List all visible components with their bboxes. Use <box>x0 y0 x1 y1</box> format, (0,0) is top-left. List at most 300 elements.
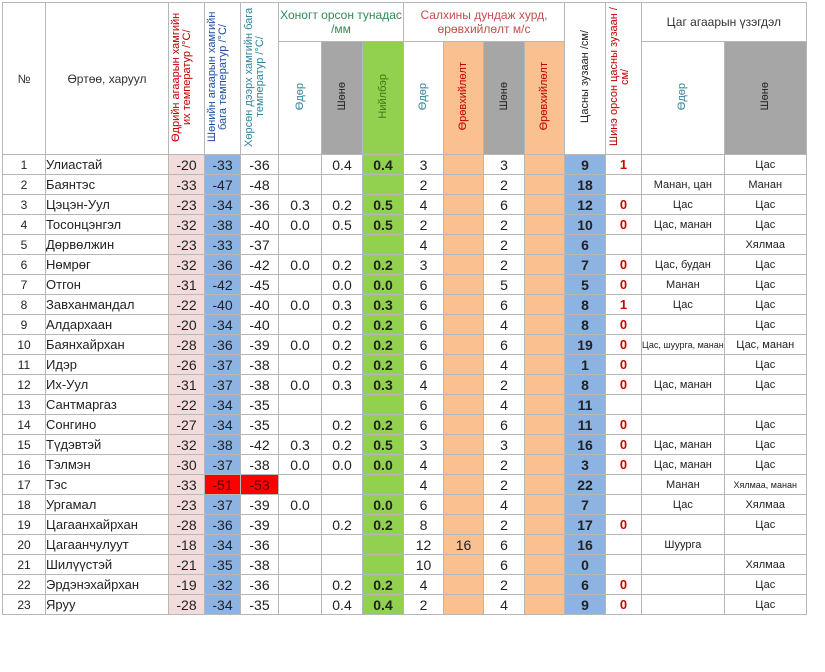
cell-precip-total <box>363 555 404 575</box>
cell-precip-night: 0.2 <box>322 415 363 435</box>
cell-wind-night: 2 <box>484 235 525 255</box>
cell-precip-day: 0.0 <box>279 255 322 275</box>
cell-no: 19 <box>3 515 46 535</box>
table-row <box>3 275 807 295</box>
cell-wind-day-gust <box>444 315 484 335</box>
cell-min-night-temp: -38 <box>205 215 241 235</box>
cell-snow-depth: 3 <box>565 455 606 475</box>
cell-wind-night: 6 <box>484 415 525 435</box>
cell-wind-night: 2 <box>484 575 525 595</box>
cell-precip-night <box>322 495 363 515</box>
cell-min-ground-temp: -36 <box>241 535 279 555</box>
cell-wind-night-gust <box>525 375 565 395</box>
header-station: Өртөө, харуул <box>46 3 169 155</box>
cell-min-night-temp: -37 <box>205 355 241 375</box>
cell-precip-day <box>279 515 322 535</box>
cell-wind-day: 3 <box>404 155 444 175</box>
cell-wind-night-gust <box>525 535 565 555</box>
cell-wind-night: 4 <box>484 395 525 415</box>
cell-station: Тэлмэн <box>46 455 169 475</box>
cell-min-ground-temp: -38 <box>241 555 279 575</box>
cell-snow-depth: 10 <box>565 215 606 235</box>
table-row <box>3 375 807 395</box>
cell-weather-night <box>724 535 806 555</box>
table-row <box>3 515 807 535</box>
cell-new-snow <box>606 475 642 495</box>
cell-wind-day: 6 <box>404 315 444 335</box>
cell-weather-day: Цас <box>642 495 725 515</box>
table-header <box>3 3 807 155</box>
cell-wind-night: 4 <box>484 355 525 375</box>
table-row <box>3 155 807 175</box>
cell-min-night-temp: -36 <box>205 515 241 535</box>
cell-precip-day <box>279 535 322 555</box>
cell-station: Баянхайрхан <box>46 335 169 355</box>
header-wind-night-gust: Өрөвхийлөлт <box>525 42 565 155</box>
cell-precip-total: 0.2 <box>363 355 404 375</box>
cell-min-ground-temp: -40 <box>241 295 279 315</box>
cell-precip-total: 0.0 <box>363 275 404 295</box>
cell-snow-depth: 11 <box>565 415 606 435</box>
cell-station: Сонгино <box>46 415 169 435</box>
cell-precip-day <box>279 575 322 595</box>
cell-precip-night: 0.2 <box>322 575 363 595</box>
table-row <box>3 435 807 455</box>
cell-weather-night: Хялмаа, манан <box>724 475 806 495</box>
cell-snow-depth: 22 <box>565 475 606 495</box>
cell-precip-total: 0.4 <box>363 595 404 615</box>
cell-precip-night: 0.2 <box>322 195 363 215</box>
cell-precip-total: 0.3 <box>363 295 404 315</box>
cell-station: Баянтэс <box>46 175 169 195</box>
cell-snow-depth: 9 <box>565 595 606 615</box>
cell-precip-total: 0.4 <box>363 155 404 175</box>
cell-no: 5 <box>3 235 46 255</box>
cell-no: 6 <box>3 255 46 275</box>
cell-weather-day <box>642 515 725 535</box>
cell-precip-total <box>363 395 404 415</box>
cell-precip-total <box>363 475 404 495</box>
cell-wind-day: 3 <box>404 435 444 455</box>
cell-precip-night <box>322 235 363 255</box>
cell-wind-day-gust <box>444 295 484 315</box>
cell-wind-night: 6 <box>484 555 525 575</box>
cell-wind-night: 2 <box>484 475 525 495</box>
cell-precip-night: 0.4 <box>322 155 363 175</box>
cell-station: Цэцэн-Уул <box>46 195 169 215</box>
cell-weather-night: Цас <box>724 595 806 615</box>
cell-new-snow: 0 <box>606 275 642 295</box>
header-precip-group: Хоногт орсон тунадас /мм <box>279 3 404 42</box>
table-row <box>3 255 807 275</box>
cell-snow-depth: 6 <box>565 575 606 595</box>
cell-precip-day: 0.0 <box>279 455 322 475</box>
cell-precip-total: 0.5 <box>363 215 404 235</box>
header-no: № <box>3 3 46 155</box>
cell-min-night-temp: -34 <box>205 315 241 335</box>
cell-weather-day: Цас <box>642 195 725 215</box>
cell-precip-total: 0.0 <box>363 495 404 515</box>
cell-min-night-temp: -34 <box>205 535 241 555</box>
cell-wind-night-gust <box>525 595 565 615</box>
cell-wind-day-gust <box>444 395 484 415</box>
cell-precip-day <box>279 395 322 415</box>
cell-precip-night: 0.0 <box>322 455 363 475</box>
cell-precip-day <box>279 315 322 335</box>
cell-snow-depth: 7 <box>565 495 606 515</box>
cell-min-ground-temp: -53 <box>241 475 279 495</box>
cell-wind-night: 2 <box>484 255 525 275</box>
cell-no: 23 <box>3 595 46 615</box>
cell-precip-day: 0.0 <box>279 335 322 355</box>
cell-precip-total: 0.3 <box>363 375 404 395</box>
cell-max-day-temp: -31 <box>169 375 205 395</box>
cell-wind-day-gust <box>444 355 484 375</box>
cell-precip-night: 0.2 <box>322 355 363 375</box>
cell-snow-depth: 16 <box>565 535 606 555</box>
cell-no: 12 <box>3 375 46 395</box>
cell-min-ground-temp: -38 <box>241 455 279 475</box>
cell-wind-night-gust <box>525 295 565 315</box>
cell-weather-day: Манан <box>642 275 725 295</box>
cell-new-snow <box>606 535 642 555</box>
cell-no: 18 <box>3 495 46 515</box>
cell-snow-depth: 1 <box>565 355 606 375</box>
cell-no: 14 <box>3 415 46 435</box>
cell-station: Цагаанчулуут <box>46 535 169 555</box>
cell-max-day-temp: -31 <box>169 275 205 295</box>
cell-weather-night: Цас <box>724 275 806 295</box>
cell-no: 8 <box>3 295 46 315</box>
cell-wind-night: 5 <box>484 275 525 295</box>
cell-wind-night-gust <box>525 155 565 175</box>
table-row <box>3 415 807 435</box>
cell-wind-day-gust <box>444 215 484 235</box>
cell-precip-night: 0.2 <box>322 335 363 355</box>
cell-new-snow <box>606 175 642 195</box>
cell-precip-total <box>363 535 404 555</box>
cell-precip-day <box>279 555 322 575</box>
cell-wind-day: 4 <box>404 455 444 475</box>
cell-min-night-temp: -34 <box>205 395 241 415</box>
cell-no: 4 <box>3 215 46 235</box>
cell-weather-day: Цас, манан <box>642 375 725 395</box>
cell-wind-day: 6 <box>404 275 444 295</box>
header-precip-total: Нийлбэр <box>363 42 404 155</box>
cell-wind-night-gust <box>525 475 565 495</box>
cell-new-snow: 0 <box>606 255 642 275</box>
cell-max-day-temp: -32 <box>169 215 205 235</box>
table-row <box>3 395 807 415</box>
cell-station: Нөмрөг <box>46 255 169 275</box>
cell-new-snow: 0 <box>606 195 642 215</box>
cell-wind-night: 2 <box>484 455 525 475</box>
cell-weather-day <box>642 415 725 435</box>
cell-min-ground-temp: -38 <box>241 375 279 395</box>
cell-min-night-temp: -34 <box>205 195 241 215</box>
cell-weather-day <box>642 575 725 595</box>
cell-min-ground-temp: -35 <box>241 415 279 435</box>
cell-wind-day: 6 <box>404 395 444 415</box>
cell-no: 7 <box>3 275 46 295</box>
cell-wind-night: 4 <box>484 595 525 615</box>
cell-weather-day <box>642 235 725 255</box>
cell-station: Улиастай <box>46 155 169 175</box>
cell-precip-night: 0.2 <box>322 255 363 275</box>
cell-wind-day: 2 <box>404 175 444 195</box>
cell-min-night-temp: -33 <box>205 155 241 175</box>
cell-min-night-temp: -40 <box>205 295 241 315</box>
cell-station: Их-Уул <box>46 375 169 395</box>
cell-wind-day: 2 <box>404 215 444 235</box>
cell-min-ground-temp: -36 <box>241 155 279 175</box>
cell-new-snow: 0 <box>606 415 642 435</box>
cell-weather-night: Цас <box>724 435 806 455</box>
cell-min-ground-temp: -35 <box>241 595 279 615</box>
cell-no: 2 <box>3 175 46 195</box>
header-wind-day: Өдөр <box>404 42 444 155</box>
cell-precip-total <box>363 235 404 255</box>
cell-wind-night-gust <box>525 175 565 195</box>
cell-weather-day: Манан <box>642 475 725 495</box>
cell-max-day-temp: -32 <box>169 255 205 275</box>
cell-weather-night: Цас <box>724 255 806 275</box>
header-wind-group: Салхины дундаж хурд, өрөвхийлөлт м/с <box>404 3 565 42</box>
cell-wind-day: 6 <box>404 495 444 515</box>
cell-wind-night-gust <box>525 455 565 475</box>
cell-station: Завханмандал <box>46 295 169 315</box>
cell-no: 10 <box>3 335 46 355</box>
cell-precip-night <box>322 535 363 555</box>
header-min-night-temp: Шөнийн агаарын хамгийн бага температур /°С/ <box>205 3 241 155</box>
cell-wind-night-gust <box>525 355 565 375</box>
header-precip-night: Шөнө <box>322 42 363 155</box>
cell-no: 11 <box>3 355 46 375</box>
cell-wind-night: 6 <box>484 535 525 555</box>
cell-new-snow <box>606 555 642 575</box>
header-snow-depth: Цасны зузаан /см/ <box>565 3 606 155</box>
cell-station: Эрдэнэхайрхан <box>46 575 169 595</box>
cell-wind-night-gust <box>525 575 565 595</box>
cell-station: Дөрвөлжин <box>46 235 169 255</box>
cell-wind-day-gust <box>444 495 484 515</box>
cell-precip-night: 0.2 <box>322 315 363 335</box>
cell-station: Тосонцэнгэл <box>46 215 169 235</box>
cell-precip-day: 0.3 <box>279 195 322 215</box>
cell-max-day-temp: -23 <box>169 235 205 255</box>
cell-wind-night-gust <box>525 255 565 275</box>
cell-wind-day: 8 <box>404 515 444 535</box>
cell-wind-night: 4 <box>484 495 525 515</box>
cell-precip-day <box>279 475 322 495</box>
header-new-snow: Шинэ орсон цасны зузаан /см/ <box>606 3 642 155</box>
cell-min-night-temp: -33 <box>205 235 241 255</box>
cell-max-day-temp: -23 <box>169 495 205 515</box>
cell-wind-day-gust <box>444 555 484 575</box>
cell-min-night-temp: -37 <box>205 455 241 475</box>
cell-min-ground-temp: -45 <box>241 275 279 295</box>
cell-no: 1 <box>3 155 46 175</box>
cell-precip-night <box>322 555 363 575</box>
cell-min-night-temp: -42 <box>205 275 241 295</box>
table-row <box>3 595 807 615</box>
cell-weather-night: Хялмаа <box>724 235 806 255</box>
cell-weather-night: Цас <box>724 415 806 435</box>
cell-snow-depth: 5 <box>565 275 606 295</box>
cell-weather-day: Цас, будан <box>642 255 725 275</box>
cell-min-ground-temp: -40 <box>241 215 279 235</box>
cell-max-day-temp: -18 <box>169 535 205 555</box>
table-row <box>3 315 807 335</box>
table-row <box>3 235 807 255</box>
table-row <box>3 295 807 315</box>
cell-min-night-temp: -34 <box>205 415 241 435</box>
cell-new-snow: 0 <box>606 355 642 375</box>
cell-min-night-temp: -47 <box>205 175 241 195</box>
cell-weather-day: Цас <box>642 295 725 315</box>
cell-min-night-temp: -35 <box>205 555 241 575</box>
table-row <box>3 455 807 475</box>
cell-min-ground-temp: -39 <box>241 515 279 535</box>
cell-weather-night <box>724 395 806 415</box>
header-min-ground-temp: Хөрсөн дээрх хамгийн бага температур /°С/ <box>241 3 279 155</box>
cell-min-ground-temp: -48 <box>241 175 279 195</box>
cell-wind-day-gust <box>444 575 484 595</box>
cell-wind-night-gust <box>525 395 565 415</box>
cell-weather-day <box>642 155 725 175</box>
cell-wind-day: 6 <box>404 415 444 435</box>
cell-precip-day: 0.0 <box>279 215 322 235</box>
cell-no: 9 <box>3 315 46 335</box>
cell-max-day-temp: -20 <box>169 155 205 175</box>
cell-min-ground-temp: -36 <box>241 195 279 215</box>
cell-wind-day: 4 <box>404 235 444 255</box>
cell-new-snow: 0 <box>606 515 642 535</box>
cell-precip-night: 0.2 <box>322 515 363 535</box>
cell-no: 21 <box>3 555 46 575</box>
cell-no: 15 <box>3 435 46 455</box>
table-row <box>3 495 807 515</box>
cell-weather-day <box>642 555 725 575</box>
cell-max-day-temp: -20 <box>169 315 205 335</box>
cell-weather-day <box>642 395 725 415</box>
cell-wind-day-gust <box>444 455 484 475</box>
cell-precip-day: 0.0 <box>279 495 322 515</box>
cell-new-snow <box>606 395 642 415</box>
table-row <box>3 335 807 355</box>
cell-max-day-temp: -23 <box>169 195 205 215</box>
cell-weather-day: Цас, шуурга, манан <box>642 335 725 355</box>
cell-snow-depth: 8 <box>565 315 606 335</box>
cell-weather-night: Цас <box>724 215 806 235</box>
cell-new-snow: 0 <box>606 575 642 595</box>
table-row <box>3 535 807 555</box>
cell-precip-day <box>279 175 322 195</box>
cell-min-ground-temp: -42 <box>241 255 279 275</box>
cell-wind-night-gust <box>525 515 565 535</box>
cell-min-ground-temp: -40 <box>241 315 279 335</box>
cell-wind-day-gust <box>444 175 484 195</box>
cell-wind-day-gust <box>444 415 484 435</box>
cell-weather-night: Цас <box>724 455 806 475</box>
cell-wind-night: 6 <box>484 195 525 215</box>
cell-max-day-temp: -28 <box>169 515 205 535</box>
cell-wind-day: 2 <box>404 595 444 615</box>
cell-precip-night: 0.4 <box>322 595 363 615</box>
cell-weather-night: Цас, манан <box>724 335 806 355</box>
cell-precip-total: 0.2 <box>363 335 404 355</box>
cell-snow-depth: 8 <box>565 375 606 395</box>
cell-precip-day: 0.0 <box>279 375 322 395</box>
cell-wind-day-gust <box>444 595 484 615</box>
cell-min-ground-temp: -38 <box>241 355 279 375</box>
cell-precip-day: 0.0 <box>279 295 322 315</box>
cell-wind-day: 12 <box>404 535 444 555</box>
header-weather-night: Шөнө <box>724 42 806 155</box>
cell-min-ground-temp: -42 <box>241 435 279 455</box>
cell-wind-night-gust <box>525 315 565 335</box>
cell-snow-depth: 19 <box>565 335 606 355</box>
table-row <box>3 555 807 575</box>
cell-precip-day <box>279 595 322 615</box>
cell-precip-day <box>279 235 322 255</box>
cell-weather-night: Цас <box>724 195 806 215</box>
cell-weather-day <box>642 315 725 335</box>
cell-wind-night: 2 <box>484 175 525 195</box>
cell-wind-day: 4 <box>404 375 444 395</box>
cell-max-day-temp: -27 <box>169 415 205 435</box>
cell-wind-day-gust <box>444 435 484 455</box>
cell-new-snow: 0 <box>606 375 642 395</box>
cell-snow-depth: 7 <box>565 255 606 275</box>
cell-precip-day <box>279 355 322 375</box>
cell-weather-night: Хялмаа <box>724 495 806 515</box>
cell-snow-depth: 9 <box>565 155 606 175</box>
cell-snow-depth: 11 <box>565 395 606 415</box>
header-max-day-temp: Өдрийн агаарын хамгийн их температур /°С/ <box>169 3 205 155</box>
cell-precip-night: 0.0 <box>322 275 363 295</box>
cell-station: Алдархаан <box>46 315 169 335</box>
cell-precip-total: 0.2 <box>363 255 404 275</box>
cell-new-snow: 0 <box>606 455 642 475</box>
cell-weather-night: Цас <box>724 515 806 535</box>
table-row <box>3 475 807 495</box>
cell-precip-day <box>279 155 322 175</box>
cell-wind-day-gust <box>444 235 484 255</box>
cell-weather-night: Цас <box>724 155 806 175</box>
cell-min-ground-temp: -39 <box>241 495 279 515</box>
cell-wind-night-gust <box>525 195 565 215</box>
cell-station: Сантмаргаз <box>46 395 169 415</box>
cell-min-night-temp: -32 <box>205 575 241 595</box>
cell-min-night-temp: -34 <box>205 595 241 615</box>
cell-min-night-temp: -37 <box>205 495 241 515</box>
cell-weather-night: Манан <box>724 175 806 195</box>
cell-wind-day: 3 <box>404 255 444 275</box>
header-wind-day-gust: Өрөвхийлөлт <box>444 42 484 155</box>
cell-station: Шилүүстэй <box>46 555 169 575</box>
cell-max-day-temp: -19 <box>169 575 205 595</box>
table-row <box>3 355 807 375</box>
cell-wind-day-gust <box>444 475 484 495</box>
cell-precip-total <box>363 175 404 195</box>
cell-min-night-temp: -51 <box>205 475 241 495</box>
cell-min-ground-temp: -36 <box>241 575 279 595</box>
cell-snow-depth: 18 <box>565 175 606 195</box>
cell-wind-day: 10 <box>404 555 444 575</box>
cell-precip-night: 0.2 <box>322 435 363 455</box>
cell-wind-day-gust <box>444 375 484 395</box>
